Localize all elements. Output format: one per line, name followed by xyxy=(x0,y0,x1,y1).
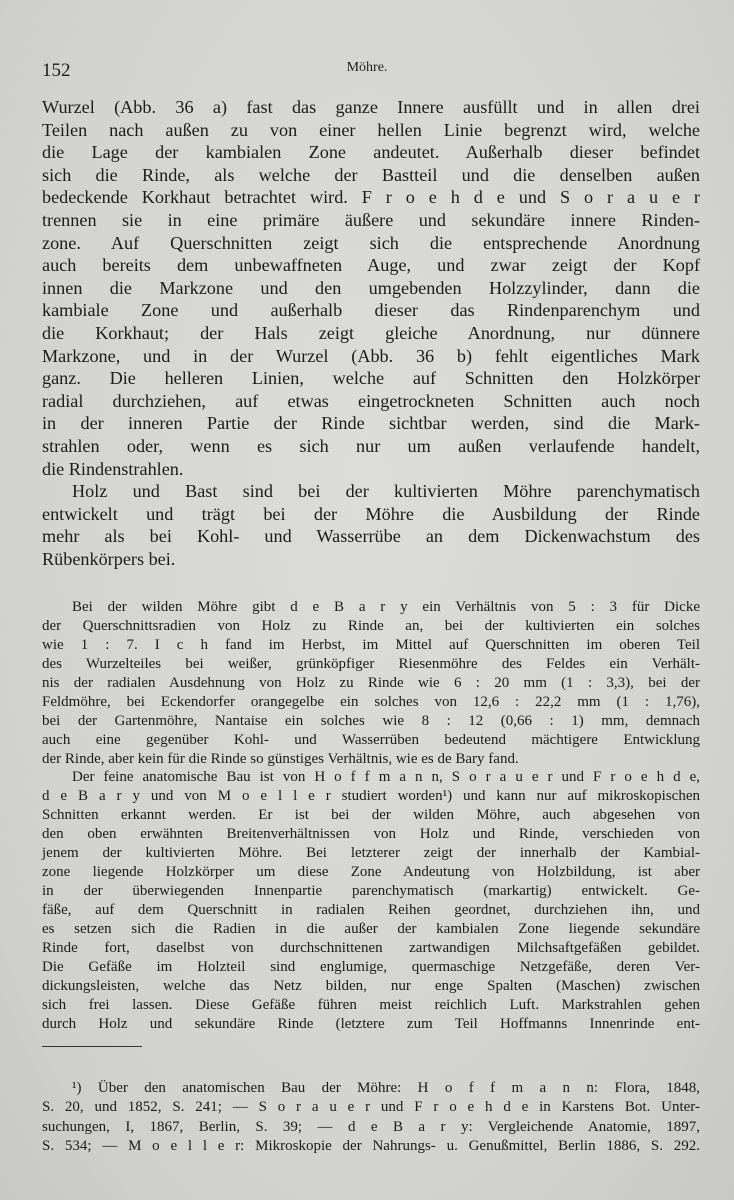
text-line: jenem der kultivierten Möhre. Bei letzterer zeigt der innerhalb der Kambial- xyxy=(42,845,700,862)
text-line: der Querschnittsradien von Holz zu Rinde an, bei der kultivierten ein solches xyxy=(42,617,700,634)
text-line: die Rindenstrahlen. xyxy=(42,458,184,479)
paragraph xyxy=(42,480,700,570)
text-line: Teilen nach außen zu von einer hellen Linie begrenzt wird, welche xyxy=(42,119,700,140)
text-line: dickungsleisten, welche das Netz bilden, nur enge Spalten (Maschen) zwischen xyxy=(42,977,700,994)
text-line: sich frei lassen. Diese Gefäße führen meist reichlich Luft. Markstrahlen gehen xyxy=(42,996,700,1013)
text-line: trennen sie in eine primäre äußere und sekundäre innere Rinden- xyxy=(42,209,700,230)
text-line: Schnitten erkannt werden. Er ist bei der wilden Möhre, auch abgesehen von xyxy=(42,807,700,824)
text-line: die Lage der kambialen Zone andeutet. Außerhalb dieser befindet xyxy=(42,142,700,163)
text-line: auch bereits dem unbewaffneten Auge, und zwar zeigt der Kopf xyxy=(42,255,700,276)
text-line: in der überwiegenden Innenpartie parenchymatisch (markartig) entwickelt. Ge- xyxy=(42,883,700,900)
page-number: 152 xyxy=(42,60,71,81)
text-line: durch Holz und sekundäre Rinde (letztere zum Teil Hoffmanns Innenrinde ent- xyxy=(42,1015,700,1032)
small-print-text xyxy=(42,598,700,1034)
text-line: S. 534; — M o e l l e r: Mikroskopie der Nahrungs- u. Genußmittel, Berlin 1886, S. 292. xyxy=(42,1137,700,1154)
text-line: fäße, auf dem Querschnitt in radialen Reihen geordnet, durchziehen ihn, und xyxy=(42,902,700,918)
text-line: nis der radialen Ausdehnung von Holz zu Rinde wie 6 : 20 mm (1 : 3,3), bei der xyxy=(42,674,700,691)
text-line: Markzone, und in der Wurzel (Abb. 36 b) fehlt eigentliches Mark xyxy=(42,345,700,366)
text-line: auch eine gegenüber Kohl- und Wasserrüben bedeutend mächtigere Entwicklung xyxy=(42,731,700,748)
text-line: ganz. Die helleren Linien, welche auf Schnitten den Holzkörper xyxy=(42,368,700,389)
text-line: Rinde fort, daselbst von durchschnittenen zartwandigen Milchsaftgefäßen gebildet. xyxy=(42,939,700,956)
text-line: Rübenkörpers bei. xyxy=(42,548,176,569)
running-head: Möhre. xyxy=(346,60,388,75)
text-line: wie 1 : 7. I c h fand im Herbst, im Mittel auf Querschnitten im oberen Teil xyxy=(42,636,700,653)
text-line: sich die Rinde, als welche der Bastteil und die denselben außen xyxy=(42,164,700,185)
text-line: innen die Markzone und den umgebenden Holzzylinder, dann die xyxy=(42,277,700,298)
text-line: Wurzel (Abb. 36 a) fast das ganze Innere ausfüllt und in allen drei xyxy=(42,97,700,117)
text-line: strahlen oder, wenn es sich nur um außen verlaufende handelt, xyxy=(42,435,700,456)
paragraph xyxy=(42,96,700,480)
text-line: Feldmöhre, bei Eckendorfer orangegelbe ein solches von 12,6 : 22,2 mm (1 : 1,76), xyxy=(42,693,700,710)
text-line: den oben erwähnten Breitenverhältnissen von Holz und Rinde, verschieden von xyxy=(42,826,700,843)
text-line: Der feine anatomische Bau ist von H o f f m a n n, S o r a u e r und F r o e h d e, xyxy=(72,769,700,786)
text-line: Die Gefäße im Holzteil sind englumige, quermaschige Netzgefäße, deren Ver- xyxy=(42,958,700,975)
text-line: bei der Gartenmöhre, Nantaise ein solches wie 8 : 12 (0,66 : 1) mm, demnach xyxy=(42,712,700,729)
text-line: Holz und Bast sind bei der kultivierten Möhre parenchymatisch xyxy=(72,481,700,502)
text-line: die Korkhaut; der Hals zeigt gleiche Anordnung, nur dünnere xyxy=(42,322,700,343)
paragraph xyxy=(42,1079,700,1156)
text-line: in der inneren Partie der Rinde sichtbar werden, sind die Mark- xyxy=(42,413,700,434)
main-text xyxy=(42,96,700,570)
text-line: zone. Auf Querschnitten zeigt sich die entsprechende Anordnung xyxy=(42,232,700,253)
text-line: Bei der wilden Möhre gibt d e B a r y ein Verhältnis von 5 : 3 für Dicke xyxy=(72,599,700,615)
text-line: mehr als bei Kohl- und Wasserrübe an dem Dickenwachstum des xyxy=(42,526,700,547)
text-line: S. 20, und 1852, S. 241; — S o r a u e r und F r o e h d e in Karstens Bot. Unter- xyxy=(42,1099,700,1116)
text-line: kambiale Zone und außerhalb dieser das Rindenparenchym und xyxy=(42,300,700,321)
text-line: radial durchziehen, auf etwas eingetrockneten Schnitten auch noch xyxy=(42,390,700,411)
paragraph xyxy=(42,768,700,1033)
text-line: ¹) Über den anatomischen Bau der Möhre: H o f f m a n n: Flora, 1848, xyxy=(72,1080,700,1096)
text-line: d e B a r y und von M o e l l e r studiert worden¹) und kann nur auf mikroskopischen xyxy=(42,788,700,805)
text-line: der Rinde, aber kein für die Rinde so günstiges Verhältnis, wie es de Bary fand. xyxy=(42,750,519,767)
paragraph xyxy=(42,598,700,768)
text-line: entwickelt und trägt bei der Möhre die Ausbildung der Rinde xyxy=(42,503,700,524)
text-line: suchungen, I, 1867, Berlin, S. 39; — d e B a r y: Vergleichende Anatomie, 1897, xyxy=(42,1118,700,1135)
text-line: des Wurzelteiles bei weißer, grünköpfiger Riesenmöhre des Feldes ein Verhält- xyxy=(42,655,700,672)
footnote-rule xyxy=(42,1046,142,1047)
footnote xyxy=(42,1079,700,1156)
text-line: bedeckende Korkhaut betrachtet wird. F r o e h d e und S o r a u e r xyxy=(42,187,700,208)
text-line: es setzen sich die Radien in die außer der kambialen Zone liegende sekundäre xyxy=(42,920,700,937)
text-line: zone liegende Holzkörper um diese Zone Andeutung von Holzbildung, ist aber xyxy=(42,864,700,881)
